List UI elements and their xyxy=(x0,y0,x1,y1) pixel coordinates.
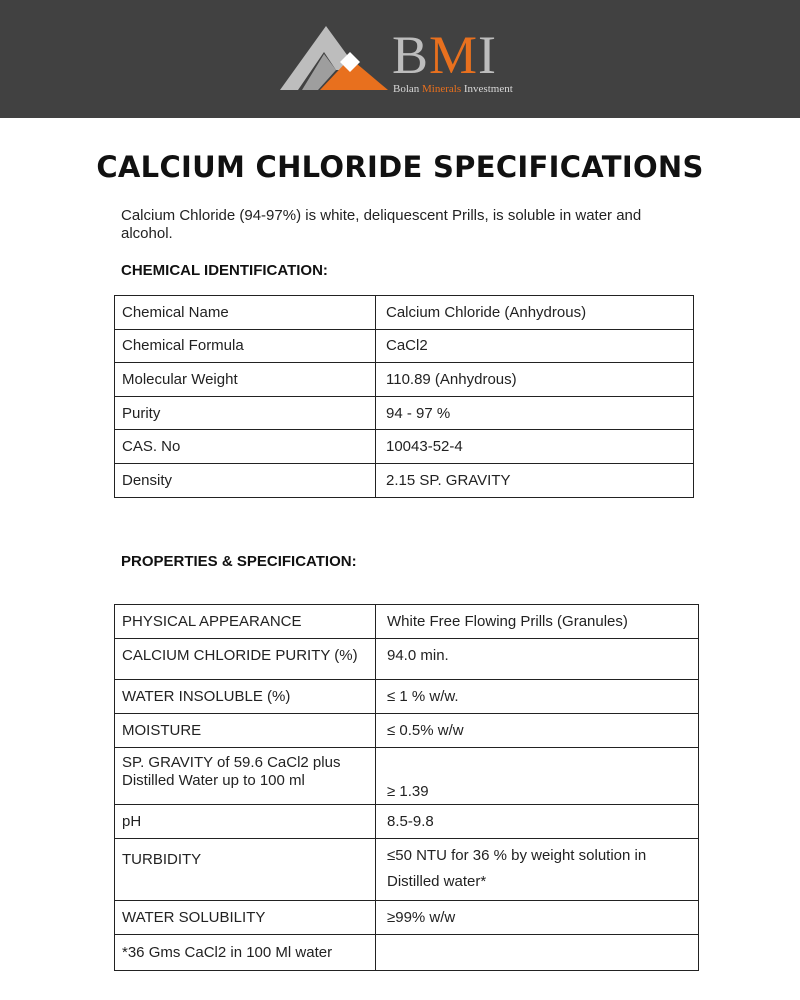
properties-table xyxy=(114,604,699,971)
row-key: Chemical Name xyxy=(115,296,376,330)
chemical-identification-table xyxy=(114,295,694,498)
row-value xyxy=(376,935,699,971)
row-key: TURBIDITY xyxy=(115,839,376,901)
logo-wordmark: BMI xyxy=(392,25,498,85)
row-value: ≤50 NTU for 36 % by weight solution in Distilled water* xyxy=(376,839,699,901)
row-key: WATER INSOLUBLE (%) xyxy=(115,680,376,714)
row-key: Chemical Formula xyxy=(115,329,376,363)
table-row xyxy=(115,430,694,464)
table-row xyxy=(115,839,699,901)
table-row xyxy=(115,329,694,363)
table-row xyxy=(115,901,699,935)
row-key: Molecular Weight xyxy=(115,363,376,397)
row-value: White Free Flowing Prills (Granules) xyxy=(376,605,699,639)
row-key: pH xyxy=(115,805,376,839)
row-value: 10043-52-4 xyxy=(376,430,694,464)
row-key: Purity xyxy=(115,396,376,430)
row-key: MOISTURE xyxy=(115,714,376,748)
table-row xyxy=(115,805,699,839)
row-value: Calcium Chloride (Anhydrous) xyxy=(376,296,694,330)
table-row xyxy=(115,463,694,497)
row-value: ≥ 1.39 xyxy=(376,748,699,805)
row-key: WATER SOLUBILITY xyxy=(115,901,376,935)
row-value: ≤ 0.5% w/w xyxy=(376,714,699,748)
row-value: 94.0 min. xyxy=(376,639,699,680)
bmi-logo-icon xyxy=(280,24,390,92)
table-row xyxy=(115,296,694,330)
row-value: CaCl2 xyxy=(376,329,694,363)
row-key: CAS. No xyxy=(115,430,376,464)
table-row xyxy=(115,396,694,430)
row-key: SP. GRAVITY of 59.6 CaCl2 plus Distilled Water up to 100 ml xyxy=(115,748,376,805)
table-row xyxy=(115,363,694,397)
footnote-cell: *36 Gms CaCl2 in 100 Ml water xyxy=(115,935,376,971)
row-key: PHYSICAL APPEARANCE xyxy=(115,605,376,639)
header-banner xyxy=(0,0,800,118)
row-value: ≤ 1 % w/w. xyxy=(376,680,699,714)
table-row xyxy=(115,935,699,971)
table-row xyxy=(115,748,699,805)
logo-tagline: Bolan Minerals Investment xyxy=(393,83,513,95)
row-value: 2.15 SP. GRAVITY xyxy=(376,463,694,497)
table-row xyxy=(115,639,699,680)
row-value: 8.5-9.8 xyxy=(376,805,699,839)
table-row xyxy=(115,680,699,714)
table-row xyxy=(115,605,699,639)
row-value: 94 - 97 % xyxy=(376,396,694,430)
page-title: CALCIUM CHLORIDE SPECIFICATIONS xyxy=(96,150,704,184)
row-value: ≥99% w/w xyxy=(376,901,699,935)
chemical-identification-heading: CHEMICAL IDENTIFICATION: xyxy=(121,262,328,279)
row-key: CALCIUM CHLORIDE PURITY (%) xyxy=(115,639,376,680)
table-row xyxy=(115,714,699,748)
row-key: Density xyxy=(115,463,376,497)
properties-heading: PROPERTIES & SPECIFICATION: xyxy=(121,553,357,570)
intro-paragraph: Calcium Chloride (94-97%) is white, deliquescent Prills, is soluble in water and alcohol. xyxy=(121,207,642,242)
row-value: 110.89 (Anhydrous) xyxy=(376,363,694,397)
